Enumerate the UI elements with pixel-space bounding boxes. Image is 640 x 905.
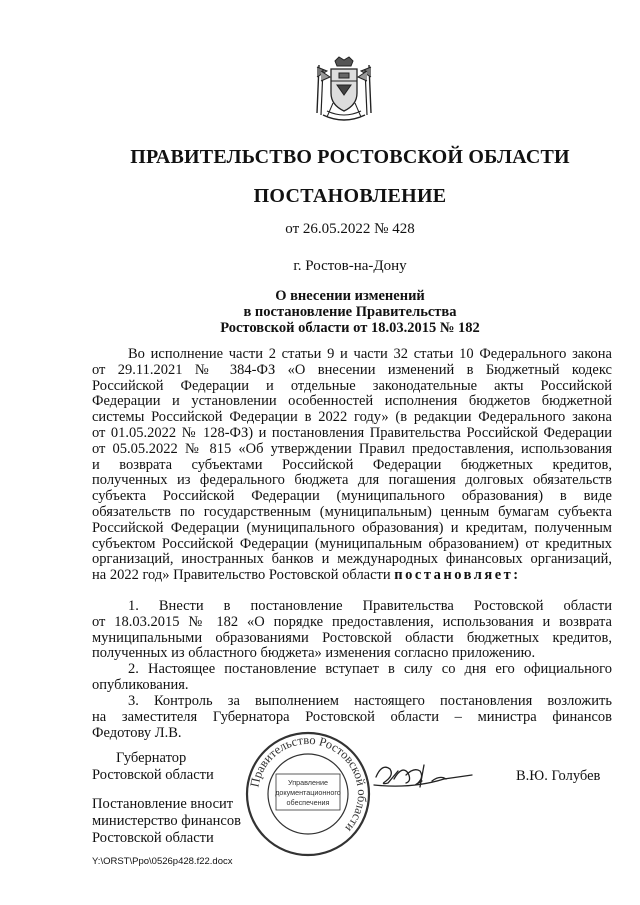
item-line: 2. Настоящее постановление вступает в силу со дня его официального [128,662,612,677]
submitted-line: Постановление вносит [92,796,234,812]
item-line: 3. Контроль за выполнением настоящего постановления возложить [128,694,612,709]
rostov-coat-of-arms-icon [313,55,375,125]
item-line: на заместителя Губернатора Ростовской области – министра финансов [92,709,612,725]
organization-title: ПРАВИТЕЛЬСТВО РОСТОВСКОЙ ОБЛАСТИ [130,146,570,168]
official-stamp-icon [244,730,372,858]
signatory-title-line: Ростовской области [92,767,214,783]
item-2-paragraph [92,662,612,694]
preamble-line: системы Российской Федерации в 2022 году» (в редакции Федерального закона [92,410,612,426]
submitted-line: Ростовской области [92,830,214,846]
stamp-ring-text: Правительство Ростовской области [247,732,370,835]
preamble-last-line [92,568,612,584]
signatory-title [92,750,214,784]
signatory-name: В.Ю. Голубев [516,768,601,784]
stamp-center-line: Управление [288,778,328,787]
signatory-title-line: Губернатор [116,750,187,766]
decree-word: постановляет: [394,568,521,584]
preamble-line: от 05.05.2022 № 815 «Об утверждении Правил предоставления, использования [92,441,612,457]
file-path: Y:\ORST\Ppo\0526p428.f22.docx [92,856,233,867]
subject-line: в постановление Правительства [243,304,457,320]
preamble-line: субъектом Российской Федерации (муниципальным образованием) от кредитных [92,536,612,552]
preamble-line: Российской Федерации и отдельные законодательные акты Российской [92,378,612,394]
preamble-line: Российской Федерации (муниципального образования) и кредитам, полученным [92,520,612,536]
item-line: муниципальными образованиями Ростовской области бюджетных кредитов, [92,630,612,646]
city: г. Ростов-на-Дону [293,258,407,274]
submitted-by [92,796,241,847]
preamble-line: и возврата субъектами Российской Федерации бюджетных кредитов, [92,457,612,473]
preamble-line: Во исполнение части 2 статьи 9 и части 32 статьи 10 Федерального закона [128,347,612,362]
preamble-paragraph [92,347,612,584]
item-line: 1. Внести в постановление Правительства Ростовской области [128,599,612,614]
stamp-center-line: обеспечения [286,798,330,807]
preamble-last-text: на 2022 год» Правительство Ростовской области [92,568,391,584]
stamp-center-line: документационного [275,788,341,797]
subject-line: О внесении изменений [275,288,425,304]
document-subject [0,288,640,336]
submitted-line: министерство финансов [92,813,241,829]
document-type: ПОСТАНОВЛЕНИЕ [253,185,447,207]
item-line: от 18.03.2015 № 182 «О порядке предоставления, использования и возврата [92,614,612,630]
preamble-line: субъекта Российской Федерации (муниципального образования) в виде [92,489,612,505]
item-line: Федотову Л.В. [92,725,182,741]
preamble-line: от 29.11.2021 № 384-ФЗ «О внесении изменений в Бюджетный кодекс [92,362,612,378]
preamble-line: обязательств по государственным (муниципальным) ценным бумагам субъекта [92,504,612,520]
subject-line: Ростовской области от 18.03.2015 № 182 [220,320,480,336]
preamble-line: от 01.05.2022 № 128-ФЗ) и постановления Правительства Российской Федерации [92,425,612,441]
preamble-line: полученных из федерального бюджета для погашения долговых обязательств [92,473,612,489]
preamble-line: организаций, иностранных банков и международных финансовых организаций, [92,552,612,568]
item-1-paragraph [92,599,612,662]
item-line: опубликования. [92,677,189,693]
preamble-line: Федерации и установлении особенностей исполнения бюджетов бюджетной [92,394,612,410]
date-number: от 26.05.2022 № 428 [285,221,415,237]
handwritten-signature-icon [372,757,482,791]
item-line: полученных из областного бюджета» изменения согласно приложению. [92,646,536,662]
